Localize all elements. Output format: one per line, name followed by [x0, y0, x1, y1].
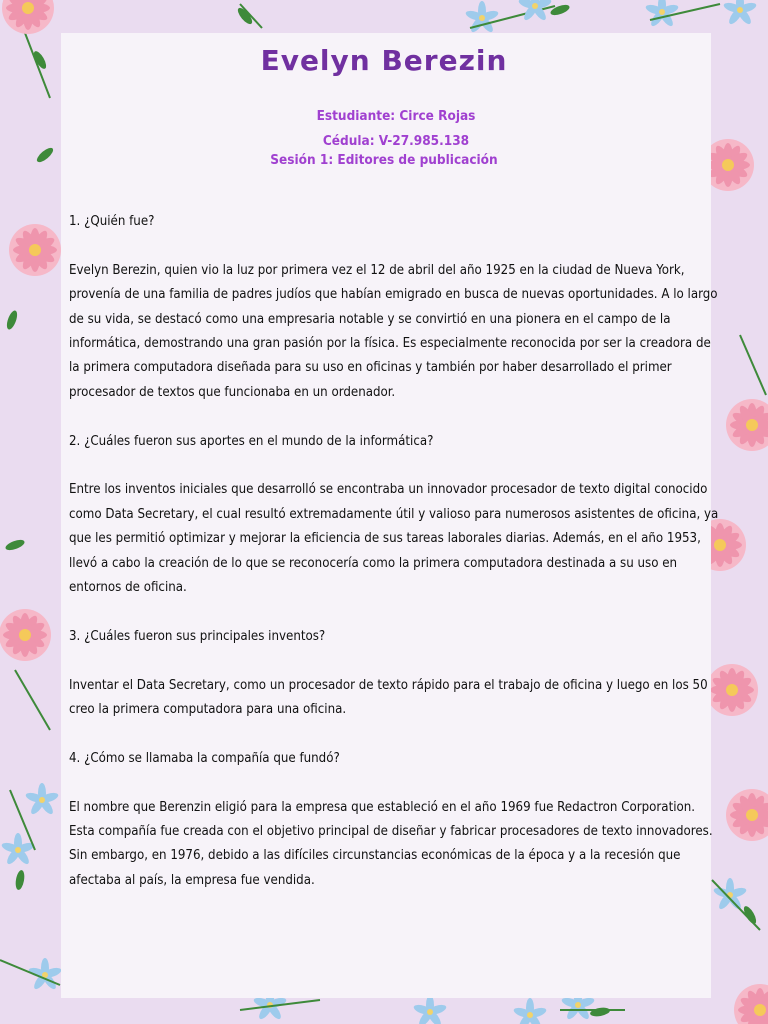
- flowers-left-side: [0, 146, 62, 992]
- answer-4: El nombre que Berenzin eligió para la empresa que estableció en el año 1969 fue Redactron Corporation. Esta compañía fue creada con el objetivo principal de diseñar y fabricar procesadores de texto innovadores. Sin embargo, en 1976, debido a las difíciles circunstancias económicas de la época y a la recesión que afectaba al país, la empresa fue vendida.: [69, 799, 713, 888]
- flowers-top-edge: [236, 0, 758, 34]
- question-2: 2. ¿Cuáles fueron sus aportes en el mundo de la informática?: [69, 433, 434, 449]
- session-title: Sesión 1: Editores de publicación: [270, 152, 498, 168]
- document-body: [69, 210, 719, 918]
- question-4: 4. ¿Cómo se llamaba la compañía que fundó?: [69, 750, 340, 766]
- document-title: Evelyn Berezin: [260, 44, 508, 77]
- question-3: 3. ¿Cuáles fueron sus principales inventos?: [69, 628, 326, 644]
- answer-1: Evelyn Berezin, quien vio la luz por primera vez el 12 de abril del año 1925 en la ciudad de Nueva York, provenía de una familia de padres judíos que habían emigrado en busca de nuevas oportunidades. A lo largo de su vida, se destacó como una empresaria notable y se convirtió en una pionera en el campo de la informática, demostrando una gran pasión por la física. Es especialmente reconocida por ser la creadora de la primera computadora diseñada para su uso en oficinas y también por haber desarrollado el primer procesador de textos que funcionaba en un ordenador.: [69, 262, 718, 400]
- student-id: Cédula: V-27.985.138: [322, 133, 470, 149]
- student-name: Estudiante: Circe Rojas: [316, 108, 476, 124]
- question-1: 1. ¿Quién fue?: [69, 214, 155, 229]
- answer-3: Inventar el Data Secretary, como un procesador de texto rápido para el trabajo de oficina y luego en los 50 creo la primera computadora para una oficina.: [69, 677, 708, 718]
- answer-2: Entre los inventos iniciales que desarrolló se encontraba un innovador procesador de texto digital conocido como Data Secretary, el cual resultó extremadamente útil y valioso para numerosos asistentes de oficina, ya que les permitió optimizar y mejorar la eficiencia de sus tareas laborales diarias. Además, en el año 1953, llevó a cabo la creación de lo que se reconocería como la primera computadora destinada a su uso en entornos de oficina.: [69, 482, 719, 596]
